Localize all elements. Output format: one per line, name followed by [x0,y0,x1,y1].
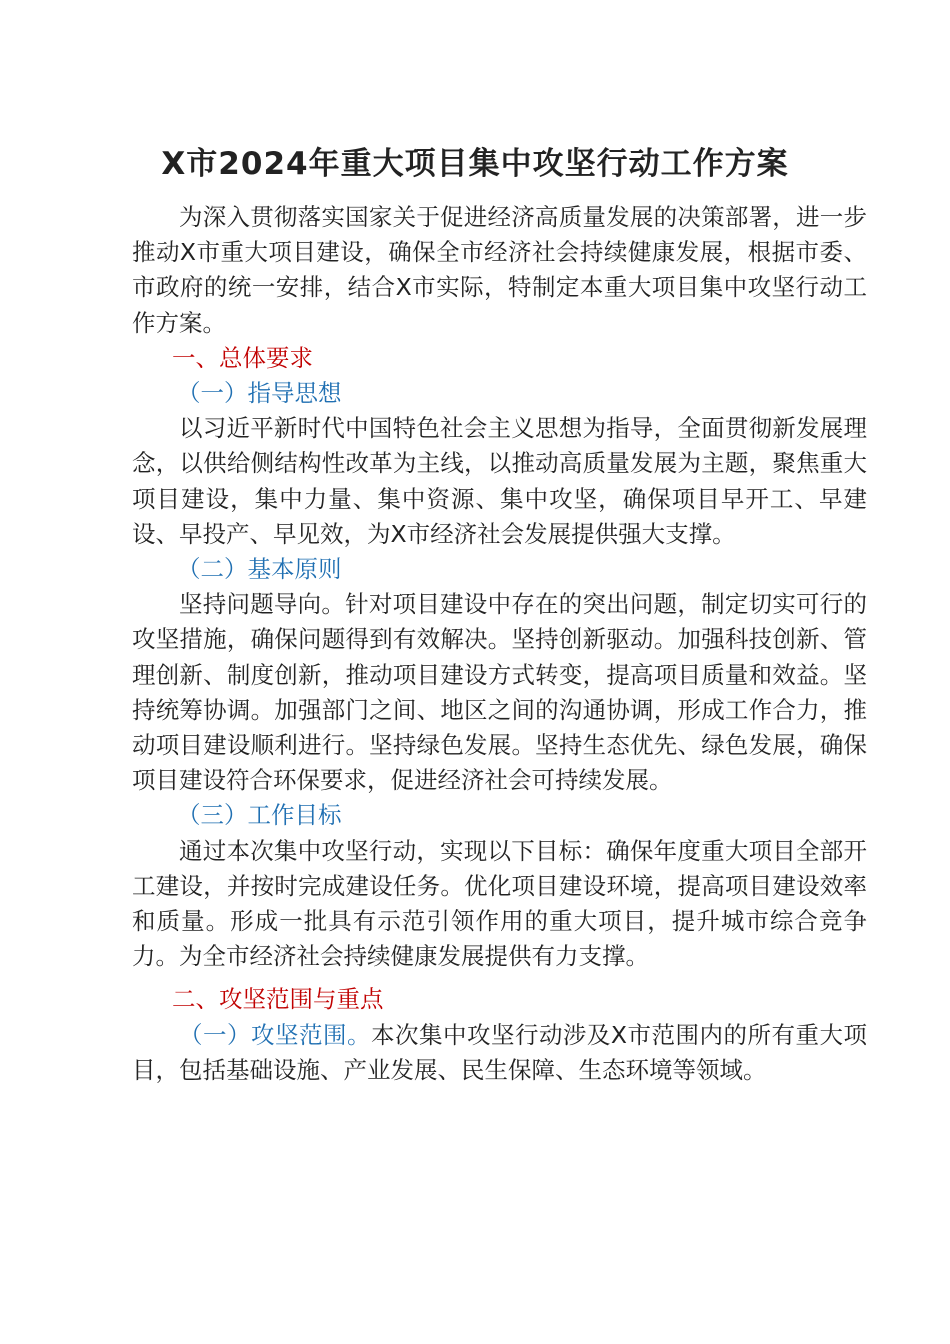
section-1-sub-1-paragraph: 以习近平新时代中国特色社会主义思想为指导，全面贯彻新发展理念，以供给侧结构性改革为主线，以推动高质量发展为主题，聚焦重大项目建设，集中力量、集中资源、集中攻坚，确保项目早开工、早建设、早投产、早见效，为X市经济社会发展提供强大支撑。 [132,414,867,548]
section-2-sub-1-paragraph [132,1018,867,1088]
document-title: X市2024年重大项目集中攻坚行动工作方案 [161,146,789,182]
section-1-sub-3-paragraph: 通过本次集中攻坚行动，实现以下目标：确保年度重大项目全部开工建设，并按时完成建设任务。优化项目建设环境，提高项目建设效率和质量。形成一批具有示范引领作用的重大项目，提升城市综合竞争力。为全市经济社会持续健康发展提供有力支撑。 [132,836,867,971]
section-2-heading: 二、攻坚范围与重点 [172,985,384,1014]
section-1-sub-2-heading: （二）基本原则 [177,555,342,584]
document-body [132,200,867,1088]
section-1-sub-2-paragraph: 坚持问题导向。针对项目建设中存在的突出问题，制定切实可行的攻坚措施，确保问题得到有效解决。坚持创新驱动。加强科技创新、管理创新、制度创新，推动项目建设方式转变，提高项目质量和效益。坚持统筹协调。加强部门之间、地区之间的沟通协调，形成工作合力，推动项目建设顺利进行。坚持绿色发展。坚持生态优先、绿色发展，确保项目建设符合环保要求，促进经济社会可持续发展。 [132,590,867,795]
section-1-heading: 一、总体要求 [172,343,313,372]
section-1-sub-1-heading: （一）指导思想 [177,379,342,408]
section-2-sub-1-heading: （一）攻坚范围。 [179,1020,371,1049]
section-spacer [132,974,867,982]
section-2-sub-1-text: 本次集中攻坚行动涉及X市范围内的所有重大项目，包括基础设施、产业发展、民生保障、生态环境等领域。 [132,1020,867,1084]
intro-paragraph: 为深入贯彻落实国家关于促进经济高质量发展的决策部署，进一步推动X市重大项目建设，确保全市经济社会持续健康发展，根据市委、市政府的统一安排，结合X市实际，特制定本重大项目集中攻坚行动工作方案。 [132,203,867,337]
section-1-sub-3-heading: （三）工作目标 [177,801,342,830]
